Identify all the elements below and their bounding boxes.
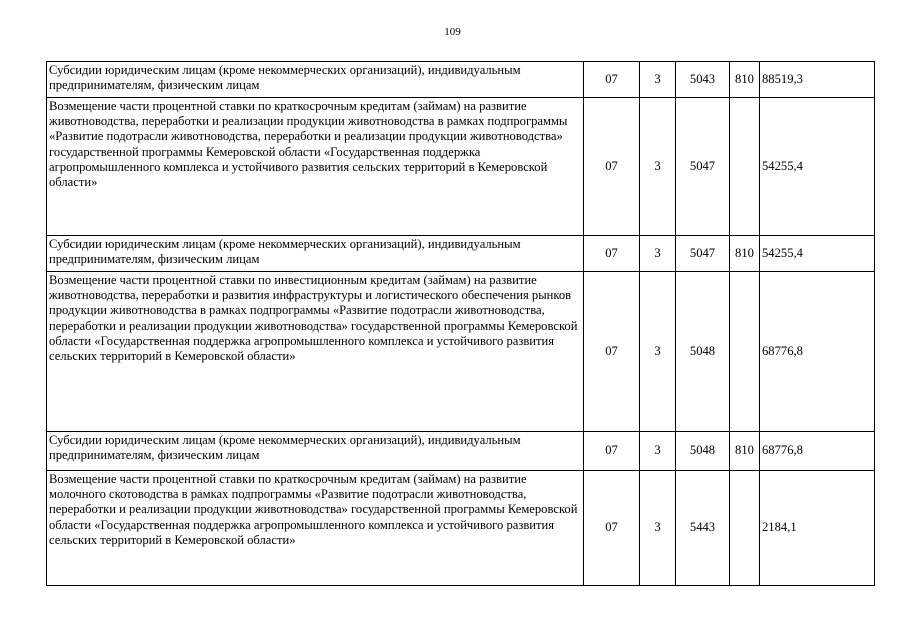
page-number: 109 bbox=[444, 26, 461, 38]
expense-type-code: 810 bbox=[730, 432, 760, 471]
article-code: 5047 bbox=[676, 236, 730, 272]
article-code: 5043 bbox=[676, 62, 730, 98]
table-row bbox=[47, 471, 875, 586]
subsection-code: 3 bbox=[640, 432, 676, 471]
row-description: Возмещение части процентной ставки по краткосрочным кредитам (займам) на развитие животноводства, переработки и реализации продукции животноводства в рамках подпрограммы «Развитие подотрасли животноводства, переработки и реализации продукции животноводства» государственной программы Кемеровской области «Государственная поддержка агропромышленного комплекса и устойчивого развития сельских территорий в Кемеровской области» bbox=[47, 98, 584, 236]
expense-type-code bbox=[730, 471, 760, 586]
article-code: 5048 bbox=[676, 272, 730, 432]
section-code: 07 bbox=[584, 62, 640, 98]
subsection-code: 3 bbox=[640, 471, 676, 586]
amount: 68776,8 bbox=[760, 272, 875, 432]
row-description: Возмещение части процентной ставки по инвестиционным кредитам (займам) на развитие животноводства, переработки и развития инфраструктуры и логистического обеспечения рынков продукции животноводства в рамках подпрограммы «Развитие подотрасли животноводства, переработки и реализации продукции животноводства» государственной программы Кемеровской области «Государственная поддержка агропромышленного комплекса и устойчивого развития сельских территорий в Кемеровской области» bbox=[47, 272, 584, 432]
expense-type-code bbox=[730, 272, 760, 432]
subsection-code: 3 bbox=[640, 62, 676, 98]
expense-type-code: 810 bbox=[730, 62, 760, 98]
amount: 88519,3 bbox=[760, 62, 875, 98]
table-row bbox=[47, 236, 875, 272]
section-code: 07 bbox=[584, 432, 640, 471]
expense-type-code: 810 bbox=[730, 236, 760, 272]
expense-type-code bbox=[730, 98, 760, 236]
table-row bbox=[47, 432, 875, 471]
table-row bbox=[47, 98, 875, 236]
table-row bbox=[47, 62, 875, 98]
amount: 54255,4 bbox=[760, 236, 875, 272]
section-code: 07 bbox=[584, 272, 640, 432]
row-description: Субсидии юридическим лицам (кроме некоммерческих организаций), индивидуальным предпринимателям, физическим лицам bbox=[47, 432, 584, 471]
amount: 54255,4 bbox=[760, 98, 875, 236]
subsection-code: 3 bbox=[640, 98, 676, 236]
row-description: Субсидии юридическим лицам (кроме некоммерческих организаций), индивидуальным предпринимателям, физическим лицам bbox=[47, 236, 584, 272]
subsection-code: 3 bbox=[640, 272, 676, 432]
amount: 2184,1 bbox=[760, 471, 875, 586]
article-code: 5048 bbox=[676, 432, 730, 471]
article-code: 5047 bbox=[676, 98, 730, 236]
subsection-code: 3 bbox=[640, 236, 676, 272]
article-code: 5443 bbox=[676, 471, 730, 586]
row-description: Субсидии юридическим лицам (кроме некоммерческих организаций), индивидуальным предпринимателям, физическим лицам bbox=[47, 62, 584, 98]
budget-table bbox=[46, 61, 875, 586]
table-row bbox=[47, 272, 875, 432]
amount: 68776,8 bbox=[760, 432, 875, 471]
row-description: Возмещение части процентной ставки по краткосрочным кредитам (займам) на развитие молочного скотоводства в рамках подпрограммы «Развитие подотрасли животноводства, переработки и реализации продукции животноводства» государственной программы Кемеровской области «Государственная поддержка агропромышленного комплекса и устойчивого развития сельских территорий в Кемеровской области» bbox=[47, 471, 584, 586]
section-code: 07 bbox=[584, 471, 640, 586]
section-code: 07 bbox=[584, 98, 640, 236]
section-code: 07 bbox=[584, 236, 640, 272]
